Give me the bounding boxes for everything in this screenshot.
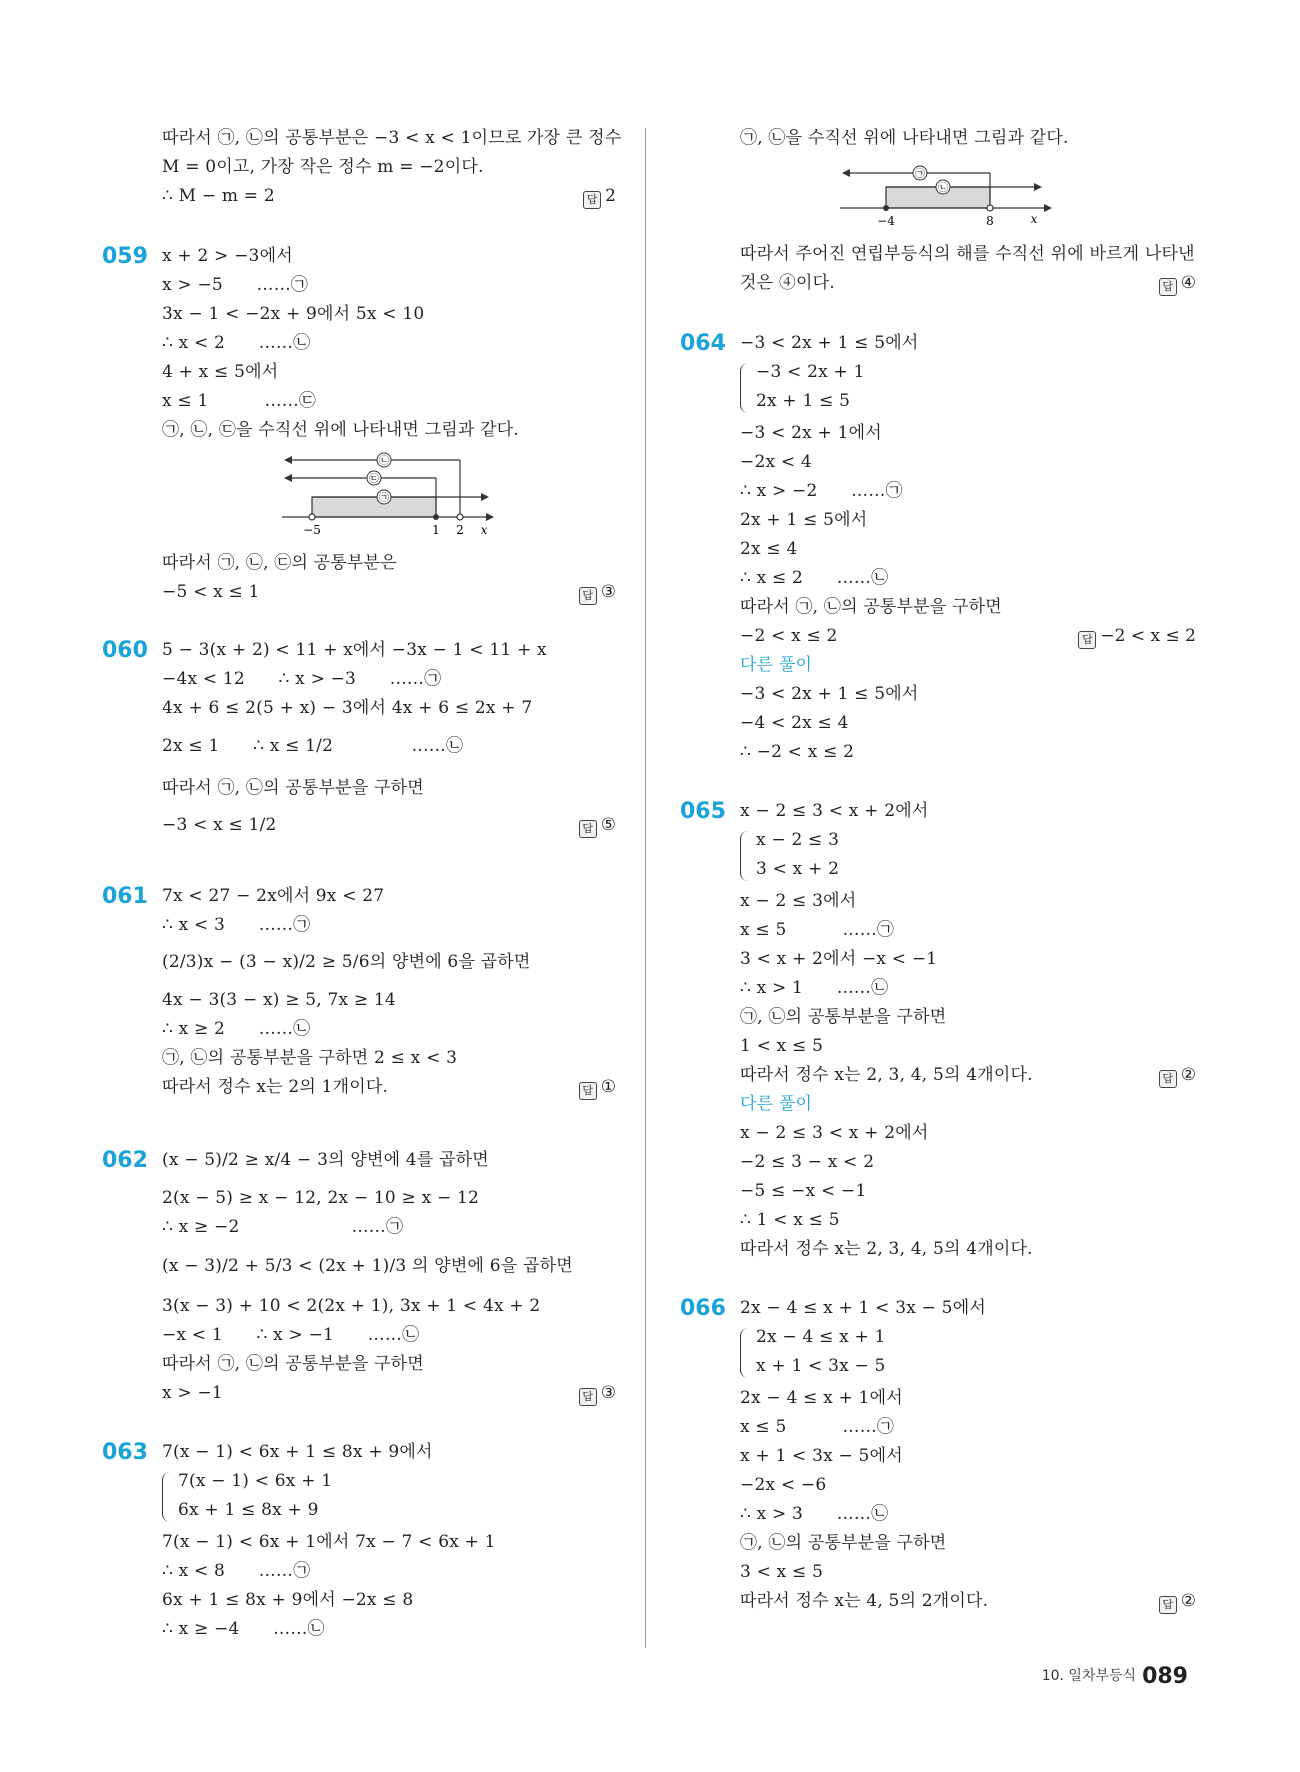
text-line: ∴ x ≥ −4 ……㉡ bbox=[162, 1619, 325, 1639]
text-line: x ≤ 5 ……㉠ bbox=[740, 920, 895, 940]
text-line: 따라서 ㉠, ㉡의 공통부분을 구하면 bbox=[162, 1354, 424, 1374]
answer-icon: 답 bbox=[579, 820, 597, 838]
text-line: ∴ x ≥ −2 ……㉠ bbox=[162, 1217, 404, 1237]
text-line: ∴ 1 < x ≤ 5 bbox=[740, 1210, 840, 1230]
answer-label bbox=[1159, 269, 1196, 298]
page-number: 089 bbox=[1142, 1664, 1188, 1689]
text-line: x − 2 ≤ 3 < x + 2에서 bbox=[740, 801, 929, 821]
tick-label: x bbox=[480, 523, 488, 537]
text-line: 5 − 3(x + 2) < 11 + x에서 −3x − 1 < 11 + x bbox=[162, 640, 547, 660]
arrow-right-icon bbox=[486, 513, 494, 521]
text-line: −5 ≤ −x < −1 bbox=[740, 1181, 867, 1201]
text-line: ∴ −2 < x ≤ 2 bbox=[740, 742, 855, 762]
diagram-label: ㉢ bbox=[369, 474, 379, 485]
text-line: x > −1 bbox=[162, 1383, 223, 1403]
answer-icon: 답 bbox=[1078, 631, 1096, 649]
problem-number: 065 bbox=[680, 799, 726, 824]
text-line: 것은 ④이다. bbox=[740, 273, 835, 293]
text-line: 3 < x + 2 bbox=[756, 859, 840, 879]
number-line-diagram bbox=[838, 160, 1058, 230]
text-line: 따라서 정수 x는 2의 1개이다. bbox=[162, 1077, 389, 1097]
open-point bbox=[309, 514, 315, 520]
text-line: 6x + 1 ≤ 8x + 9에서 −2x ≤ 8 bbox=[162, 1590, 414, 1610]
closed-point bbox=[433, 514, 439, 520]
text-line: 따라서 정수 x는 2, 3, 4, 5의 4개이다. bbox=[740, 1239, 1033, 1259]
number-line-diagram bbox=[280, 452, 500, 538]
answer-icon: 답 bbox=[579, 587, 597, 605]
text-line: ㉠, ㉡의 공통부분을 구하면 2 ≤ x < 3 bbox=[162, 1048, 458, 1068]
text-line: −5 < x ≤ 1 bbox=[162, 582, 260, 602]
text-line: −4x < 12 ∴ x > −3 ……㉠ bbox=[162, 669, 442, 689]
tick-label: x bbox=[1030, 212, 1038, 226]
chapter-title: 10. 일차부등식 bbox=[1041, 1668, 1137, 1684]
answer-icon: 답 bbox=[579, 1388, 597, 1406]
text-line: 2x ≤ 4 bbox=[740, 539, 798, 559]
text-line: x > −5 ……㉠ bbox=[162, 275, 309, 295]
problem-number: 063 bbox=[102, 1440, 148, 1465]
text-line: ㉠, ㉡의 공통부분을 구하면 bbox=[740, 1533, 947, 1553]
text-line: 3(x − 3) + 10 < 2(2x + 1), 3x + 1 < 4x + 2 bbox=[162, 1296, 541, 1316]
text-line: −x < 1 ∴ x > −1 ……㉡ bbox=[162, 1325, 420, 1345]
shaded-region bbox=[312, 497, 436, 517]
text-line: ∴ x > 3 ……㉡ bbox=[740, 1504, 889, 1524]
text-line: −3 < 2x + 1 ≤ 5에서 bbox=[740, 333, 919, 353]
text-line: x + 1 < 3x − 5에서 bbox=[740, 1446, 903, 1466]
diagram-label: ㉡ bbox=[938, 183, 948, 194]
answer-value: −2 < x ≤ 2 bbox=[1100, 626, 1196, 646]
diagram-label: ㉡ bbox=[379, 456, 389, 467]
text-line: 따라서 정수 x는 2, 3, 4, 5의 4개이다. bbox=[740, 1065, 1033, 1085]
text-line: 7(x − 1) < 6x + 1 bbox=[178, 1471, 333, 1491]
text-line: −2x < 4 bbox=[740, 452, 812, 472]
text-line: −2 ≤ 3 − x < 2 bbox=[740, 1152, 875, 1172]
text-line: 따라서 ㉠, ㉡의 공통부분은 −3 < x < 1이므로 가장 큰 정수 bbox=[162, 128, 622, 148]
text-line: 7x < 27 − 2x에서 9x < 27 bbox=[162, 886, 385, 906]
alt-solution-title: 다른 풀이 bbox=[740, 655, 813, 675]
text-line: ㉠, ㉡을 수직선 위에 나타내면 그림과 같다. bbox=[740, 128, 1069, 148]
text-line: 4 + x ≤ 5에서 bbox=[162, 362, 279, 382]
arrow-right-icon bbox=[481, 493, 489, 501]
answer-label bbox=[579, 578, 616, 607]
answer-icon: 답 bbox=[579, 1082, 597, 1100]
text-line: ∴ x < 3 ……㉠ bbox=[162, 915, 311, 935]
text-line: 4x + 6 ≤ 2(5 + x) − 3에서 4x + 6 ≤ 2x + 7 bbox=[162, 698, 533, 718]
text-line: −2x < −6 bbox=[740, 1475, 827, 1495]
text-line: 따라서 ㉠, ㉡의 공통부분을 구하면 bbox=[162, 778, 424, 798]
alt-solution-title: 다른 풀이 bbox=[740, 1094, 813, 1114]
text-line: x + 1 < 3x − 5 bbox=[756, 1356, 886, 1376]
text-line: ∴ x < 8 ……㉠ bbox=[162, 1561, 311, 1581]
answer-icon: 답 bbox=[1159, 278, 1177, 296]
tick-label: 1 bbox=[432, 523, 440, 537]
text-line: −4 < 2x ≤ 4 bbox=[740, 713, 849, 733]
text-line: ㉠, ㉡, ㉢을 수직선 위에 나타내면 그림과 같다. bbox=[162, 420, 519, 440]
text-line: 따라서 주어진 연립부등식의 해를 수직선 위에 바르게 나타낸 bbox=[740, 244, 1195, 264]
text-line: (x − 3)/2 + 5/3 < (2x + 1)/3 의 양변에 6을 곱하면 bbox=[162, 1256, 573, 1276]
text-line: 7(x − 1) < 6x + 1에서 7x − 7 < 6x + 1 bbox=[162, 1532, 496, 1552]
arrow-right-icon bbox=[1034, 183, 1042, 191]
text-line: 따라서 ㉠, ㉡의 공통부분을 구하면 bbox=[740, 597, 1002, 617]
answer-label bbox=[1078, 622, 1196, 651]
arrow-left-icon bbox=[284, 474, 292, 482]
answer-value: ① bbox=[600, 1077, 616, 1097]
answer-value: ③ bbox=[600, 1383, 616, 1403]
text-line: x ≤ 1 ……㉢ bbox=[162, 391, 317, 411]
text-line: x − 2 ≤ 3에서 bbox=[740, 891, 857, 911]
text-line: 2x − 4 ≤ x + 1 < 3x − 5에서 bbox=[740, 1298, 986, 1318]
text-line: 1 < x ≤ 5 bbox=[740, 1036, 824, 1056]
text-line: −3 < 2x + 1 ≤ 5에서 bbox=[740, 684, 919, 704]
arrow-left-icon bbox=[842, 169, 850, 177]
answer-label bbox=[579, 811, 616, 840]
text-line: (2/3)x − (3 − x)/2 ≥ 5/6의 양변에 6을 곱하면 bbox=[162, 952, 531, 972]
open-point bbox=[457, 514, 463, 520]
text-line: ∴ x < 2 ……㉡ bbox=[162, 333, 311, 353]
problem-number: 060 bbox=[102, 638, 148, 663]
text-line: x − 2 ≤ 3 bbox=[756, 830, 840, 850]
answer-value: ③ bbox=[600, 582, 616, 602]
problem-number: 064 bbox=[680, 331, 726, 356]
text-line: ∴ M − m = 2 bbox=[162, 186, 275, 206]
text-line: 따라서 ㉠, ㉡, ㉢의 공통부분은 bbox=[162, 553, 397, 573]
tick-label: −5 bbox=[303, 523, 321, 537]
text-line: (x − 5)/2 ≥ x/4 − 3의 양변에 4를 곱하면 bbox=[162, 1150, 489, 1170]
problem-number: 059 bbox=[102, 244, 148, 269]
answer-label bbox=[583, 182, 616, 211]
problem-number: 061 bbox=[102, 884, 148, 909]
text-line: 3 < x + 2에서 −x < −1 bbox=[740, 949, 938, 969]
text-line: 따라서 정수 x는 4, 5의 2개이다. bbox=[740, 1591, 989, 1611]
diagram-label: ㉠ bbox=[915, 169, 925, 180]
problem-number: 062 bbox=[102, 1148, 148, 1173]
text-line: ∴ x ≤ 2 ……㉡ bbox=[740, 568, 889, 588]
column-divider bbox=[645, 128, 646, 1648]
text-line: 2x + 1 ≤ 5에서 bbox=[740, 510, 868, 530]
text-line: ㉠, ㉡의 공통부분을 구하면 bbox=[740, 1007, 947, 1027]
text-line: M = 0이고, 가장 작은 정수 m = −2이다. bbox=[162, 157, 484, 177]
text-line: x ≤ 5 ……㉠ bbox=[740, 1417, 895, 1437]
answer-icon: 답 bbox=[1159, 1070, 1177, 1088]
text-line: 2x − 4 ≤ x + 1 bbox=[756, 1327, 886, 1347]
answer-label bbox=[1159, 1061, 1196, 1090]
text-line: x − 2 ≤ 3 < x + 2에서 bbox=[740, 1123, 929, 1143]
text-line: 4x − 3(3 − x) ≥ 5, 7x ≥ 14 bbox=[162, 990, 396, 1010]
text-line: 2(x − 5) ≥ x − 12, 2x − 10 ≥ x − 12 bbox=[162, 1188, 480, 1208]
answer-label bbox=[1159, 1587, 1196, 1616]
arrow-right-icon bbox=[1044, 204, 1052, 212]
problem-number: 066 bbox=[680, 1296, 726, 1321]
text-line: ∴ x > −2 ……㉠ bbox=[740, 481, 903, 501]
answer-icon: 답 bbox=[1159, 1596, 1177, 1614]
diagram-label: ㉠ bbox=[379, 493, 389, 504]
page-footer bbox=[1042, 1664, 1188, 1689]
text-line: 3 < x ≤ 5 bbox=[740, 1562, 824, 1582]
text-line: 7(x − 1) < 6x + 1 ≤ 8x + 9에서 bbox=[162, 1442, 433, 1462]
text-line: −2 < x ≤ 2 bbox=[740, 626, 838, 646]
answer-label bbox=[579, 1073, 616, 1102]
text-line: −3 < 2x + 1 bbox=[756, 362, 865, 382]
answer-value: ④ bbox=[1180, 273, 1196, 293]
answer-value: ② bbox=[1180, 1591, 1196, 1611]
tick-label: 8 bbox=[986, 214, 994, 228]
text-line: −3 < 2x + 1에서 bbox=[740, 423, 882, 443]
text-line: ∴ x ≥ 2 ……㉡ bbox=[162, 1019, 311, 1039]
arrow-left-icon bbox=[284, 456, 292, 464]
tick-label: −4 bbox=[877, 214, 895, 228]
answer-value: ⑤ bbox=[600, 815, 616, 835]
text-line: 6x + 1 ≤ 8x + 9 bbox=[178, 1500, 319, 1520]
closed-point bbox=[883, 205, 889, 211]
text-line: 2x + 1 ≤ 5 bbox=[756, 391, 851, 411]
text-line: −3 < x ≤ 1/2 bbox=[162, 815, 277, 835]
text-line: 2x − 4 ≤ x + 1에서 bbox=[740, 1388, 903, 1408]
text-line: 3x − 1 < −2x + 9에서 5x < 10 bbox=[162, 304, 425, 324]
tick-label: 2 bbox=[456, 523, 464, 537]
answer-value: 2 bbox=[605, 186, 616, 206]
text-line: x + 2 > −3에서 bbox=[162, 246, 293, 266]
answer-value: ② bbox=[1180, 1065, 1196, 1085]
answer-icon: 답 bbox=[583, 191, 601, 209]
open-point bbox=[987, 205, 993, 211]
answer-label bbox=[579, 1379, 616, 1408]
text-line: ∴ x > 1 ……㉡ bbox=[740, 978, 889, 998]
text-line: 2x ≤ 1 ∴ x ≤ 1/2 ……㉡ bbox=[162, 736, 464, 756]
